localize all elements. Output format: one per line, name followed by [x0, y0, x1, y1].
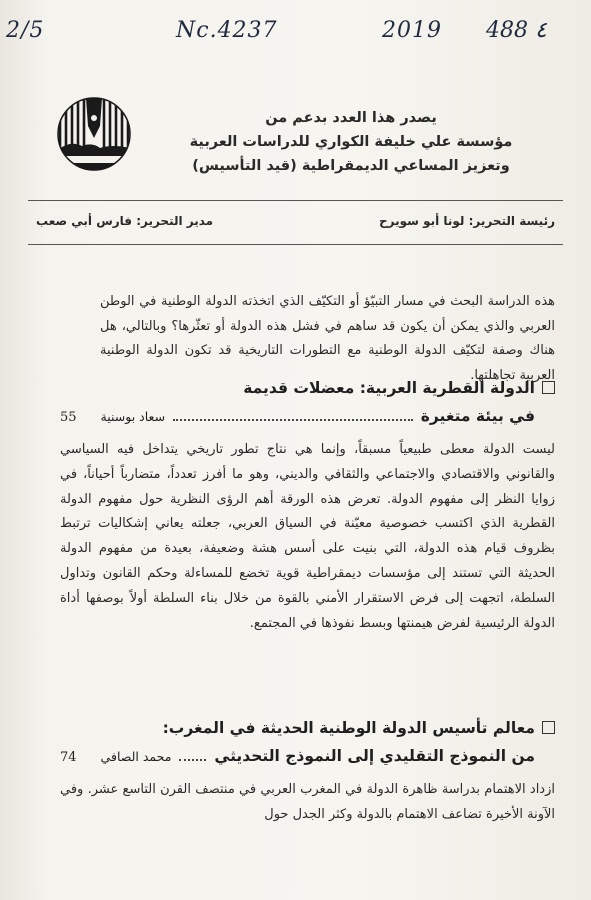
- article-title-line1: [60, 714, 555, 742]
- article-entry: [60, 714, 555, 828]
- sponsor-block: [171, 106, 531, 178]
- top-divider: [28, 200, 563, 201]
- checkbox-square-icon: [542, 721, 555, 734]
- managing-editor: مدير التحرير: فارس أبي صعب: [36, 214, 214, 228]
- article-subtitle-text: في بيئة متغيرة: [420, 407, 535, 425]
- article-abstract: ليست الدولة معطى طبيعياً مسبقاً، وإنما هي نتاج تطور تاريخي يتداخل فيه السياسي والقانوني والاقتصادي والاجتماعي والثقافي والديني، وهو ما أفرز تعدداً، متضارباً أحياناً، في زوايا النظر إلى مفهوم الدولة. تعرض هذه الورقة أهم الرؤى النظرية حول مفهوم الدولة القطرية الذي اكتسب خصوصية معيّنة في السياق العربي، جعلته يعاني إشكاليات ترتبط بظروف قيام هذه الدولة، التي بنيت على أسس هشة وضعيفة، بعيدة من مفهوم الدولة الحديثة التي تستند إلى مؤسسات ديمقراطية قوية تخضع للمساءلة وحكم القانون وتداول السلطة، اتجهت إلى فرض الاستقرار الأمني بالقوة من خلال بناء السلطة أولاً بوصفها أداة الدولة الرئيسية لفرض هيمنتها وبسط نفوذها في المجتمع.: [60, 442, 555, 631]
- article-author: سعاد بوسنية: [100, 409, 166, 424]
- leader-dots: [173, 405, 413, 421]
- bottom-divider: [28, 244, 563, 245]
- handwritten-code: Nc.4237: [176, 18, 278, 43]
- article-title-line2: [60, 742, 555, 772]
- handwritten-number: 488 ٤: [486, 18, 547, 43]
- article-entry: [60, 374, 555, 636]
- checkbox-square-icon: [542, 381, 555, 394]
- leader-dots: [179, 745, 206, 761]
- sponsor-line-3: وتعزيز المساعي الديمقراطية (قيد التأسيس): [192, 158, 510, 174]
- sponsor-line-1: يصدر هذا العدد بدعم من: [265, 110, 437, 126]
- article-title-text: الدولة القطرية العربية: معضلات قديمة: [243, 379, 535, 397]
- article-author: محمد الصافي: [100, 749, 172, 764]
- intro-paragraph: هذه الدراسة البحث في مسار التبيّؤ أو التكيّف الذي اتخذته الدولة الوطنية في الوطن العربي والذي يمكن أن يكون قد ساهم في فشل هذه الدولة أو تعثّرها؟ وبالتالي، هل هناك وصفة لتكيّف الدولة الوطنية مع التطورات التاريخية قد تكون الدولة الوطنية العربية تجاهلتها.: [100, 294, 555, 383]
- article-title-line2: [60, 402, 555, 432]
- editor-in-chief: رئيسة التحرير: لونا أبو سويرح: [378, 214, 555, 228]
- article-page-number: 55: [60, 410, 77, 425]
- article-title-text: معالم تأسيس الدولة الوطنية الحديثة في المغرب:: [162, 719, 535, 737]
- article-page-number: 74: [60, 750, 77, 765]
- handwritten-year: 2019: [382, 18, 442, 43]
- article-title-line1: [60, 374, 555, 402]
- handwritten-fraction: 2/5: [6, 18, 45, 43]
- publisher-logo-icon: [56, 96, 132, 178]
- article-subtitle-text: من النموذج التقليدي إلى النموذج التحديثي: [214, 747, 535, 765]
- sponsor-line-2: مؤسسة علي خليفة الكواري للدراسات العربية: [189, 134, 513, 150]
- article-abstract: ازداد الاهتمام بدراسة ظاهرة الدولة في المغرب العربي في منتصف القرن التاسع عشر. وفي الآونة الأخيرة تضاعف الاهتمام بالدولة وكثر الجدل حول: [60, 782, 555, 822]
